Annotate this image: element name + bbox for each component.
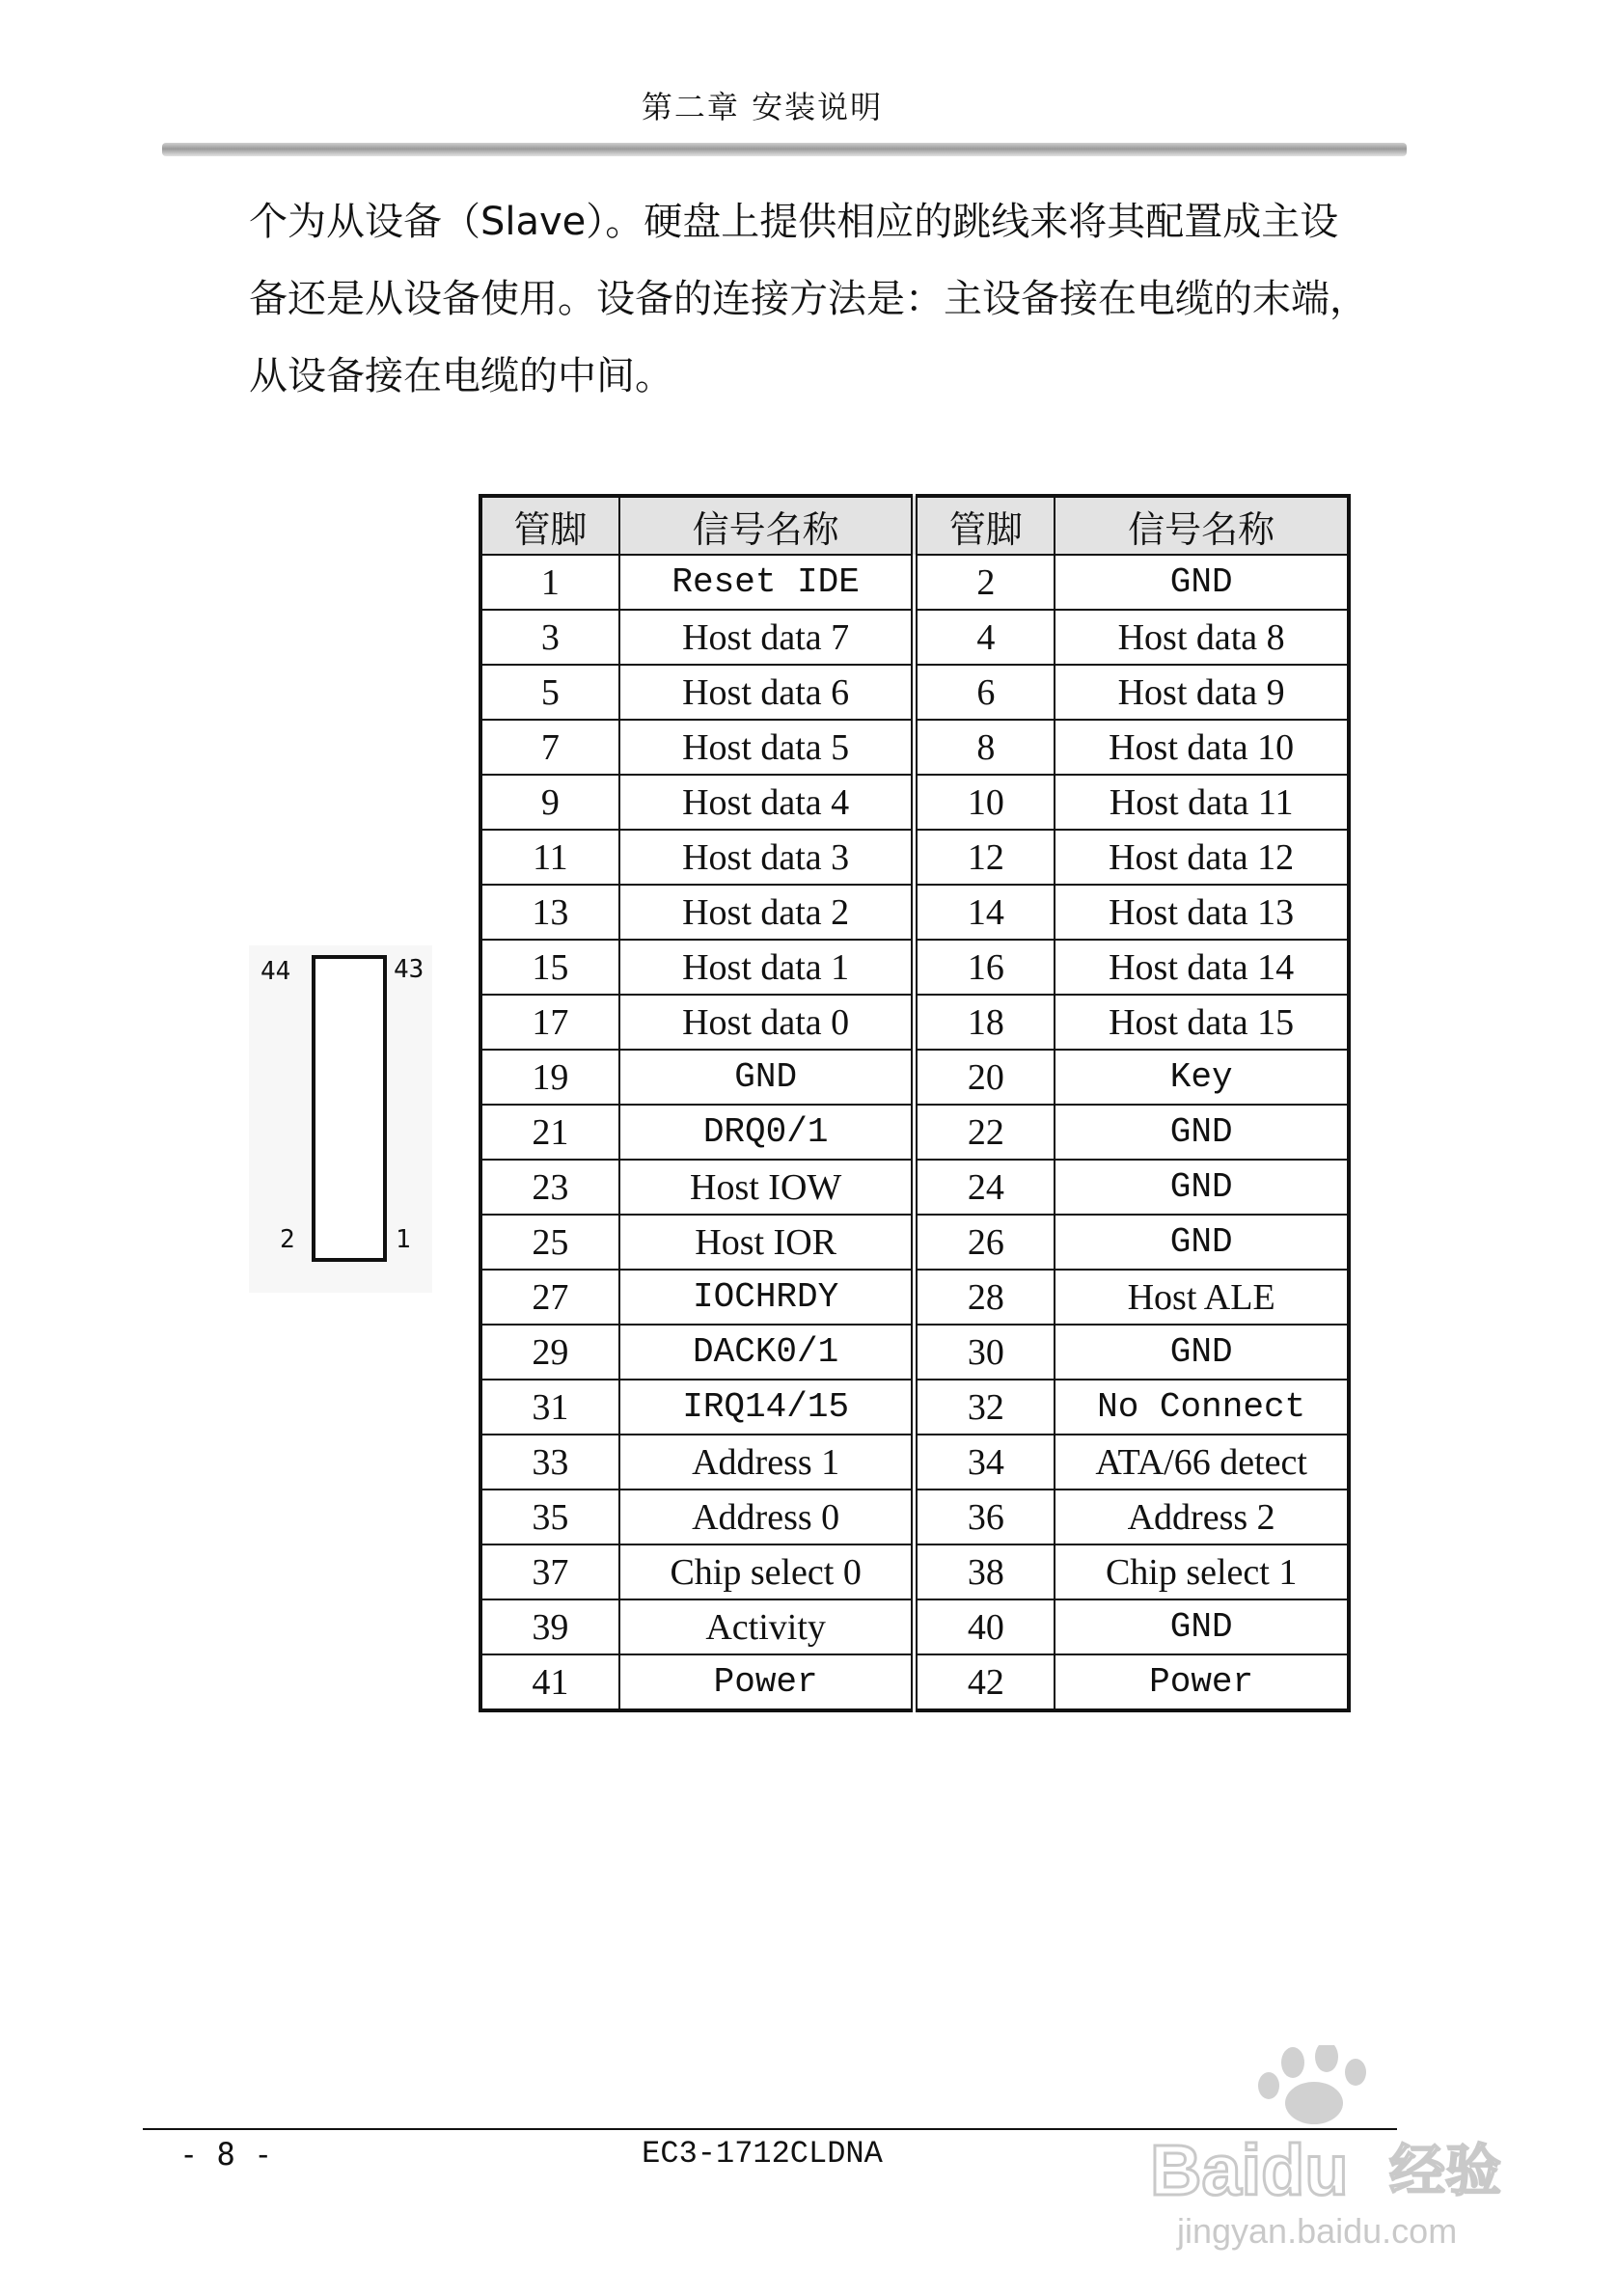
- signal-name-cell: Activity: [619, 1599, 915, 1654]
- header-pin: 管脚: [480, 496, 619, 555]
- pin-number-cell: 25: [480, 1215, 619, 1270]
- pin-number-cell: 42: [915, 1654, 1055, 1710]
- table-row: [480, 995, 1349, 1050]
- pin-number-cell: 24: [915, 1160, 1055, 1215]
- table-row: [480, 1544, 1349, 1599]
- pin-number-cell: 35: [480, 1490, 619, 1544]
- pin-number-cell: 1: [480, 555, 619, 610]
- pin-number-cell: 9: [480, 775, 619, 830]
- body-line: 备还是从设备使用。设备的连接方法是：主设备接在电缆的末端，: [249, 277, 1368, 321]
- pin-number-cell: 28: [915, 1270, 1055, 1325]
- table-row: [480, 1105, 1349, 1160]
- chapter-header: 第二章 安装说明: [641, 89, 884, 125]
- watermark-url: jingyan.baidu.com: [1177, 2211, 1458, 2251]
- pin-number-cell: 33: [480, 1435, 619, 1490]
- table-row: [480, 720, 1349, 775]
- pin-number-cell: 14: [915, 885, 1055, 940]
- table-header-row: [480, 496, 1349, 555]
- pin-number-cell: 16: [915, 940, 1055, 995]
- pin-number-cell: 18: [915, 995, 1055, 1050]
- signal-name-cell: Host data 5: [619, 720, 915, 775]
- signal-name-cell: Reset IDE: [619, 555, 915, 610]
- pin-number-cell: 15: [480, 940, 619, 995]
- page-number: - 8 -: [179, 2136, 273, 2173]
- body-paragraph: [249, 183, 1387, 415]
- pin-label-43: 43: [394, 955, 425, 984]
- table-row: [480, 1215, 1349, 1270]
- signal-name-cell: Key: [1055, 1050, 1349, 1105]
- signal-name-cell: GND: [1055, 555, 1349, 610]
- signal-name-cell: Host data 12: [1055, 830, 1349, 885]
- pin-number-cell: 19: [480, 1050, 619, 1105]
- ide-pin-table: [479, 494, 1351, 1712]
- pin-number-cell: 41: [480, 1654, 619, 1710]
- signal-name-cell: Host data 9: [1055, 665, 1349, 720]
- body-line: 从设备接在电缆的中间。: [249, 354, 673, 398]
- signal-name-cell: Host data 13: [1055, 885, 1349, 940]
- pin-number-cell: 30: [915, 1325, 1055, 1380]
- pin-number-cell: 11: [480, 830, 619, 885]
- pin-number-cell: 4: [915, 610, 1055, 665]
- document-id: EC3-1712CLDNA: [642, 2136, 883, 2172]
- signal-name-cell: ATA/66 detect: [1055, 1435, 1349, 1490]
- table-row: [480, 610, 1349, 665]
- signal-name-cell: Host data 3: [619, 830, 915, 885]
- pin-number-cell: 39: [480, 1599, 619, 1654]
- pin-number-cell: 6: [915, 665, 1055, 720]
- table-row: [480, 555, 1349, 610]
- signal-name-cell: Host IOR: [619, 1215, 915, 1270]
- pin-label-44: 44: [260, 957, 291, 986]
- signal-name-cell: Host data 0: [619, 995, 915, 1050]
- signal-name-cell: Host data 1: [619, 940, 915, 995]
- table-row: [480, 1380, 1349, 1435]
- ide-connector-diagram: [249, 945, 432, 1293]
- signal-name-cell: GND: [1055, 1599, 1349, 1654]
- table-body: [480, 555, 1349, 1710]
- signal-name-cell: GND: [1055, 1325, 1349, 1380]
- pin-number-cell: 27: [480, 1270, 619, 1325]
- table-row: [480, 1435, 1349, 1490]
- signal-name-cell: Host IOW: [619, 1160, 915, 1215]
- baidu-watermark: [1148, 2045, 1553, 2257]
- signal-name-cell: Power: [619, 1654, 915, 1710]
- signal-name-cell: Host data 10: [1055, 720, 1349, 775]
- table-row: [480, 1599, 1349, 1654]
- pin-number-cell: 3: [480, 610, 619, 665]
- table-row: [480, 665, 1349, 720]
- pin-number-cell: 5: [480, 665, 619, 720]
- pin-number-cell: 2: [915, 555, 1055, 610]
- table-row: [480, 885, 1349, 940]
- signal-name-cell: DRQ0/1: [619, 1105, 915, 1160]
- signal-name-cell: Host data 11: [1055, 775, 1349, 830]
- pin-number-cell: 37: [480, 1544, 619, 1599]
- table-row: [480, 1654, 1349, 1710]
- connector-body: [312, 955, 387, 1262]
- pin-number-cell: 36: [915, 1490, 1055, 1544]
- signal-name-cell: IOCHRDY: [619, 1270, 915, 1325]
- pin-number-cell: 21: [480, 1105, 619, 1160]
- table-row: [480, 1490, 1349, 1544]
- signal-name-cell: Host data 7: [619, 610, 915, 665]
- signal-name-cell: Host data 15: [1055, 995, 1349, 1050]
- pin-number-cell: 38: [915, 1544, 1055, 1599]
- pin-number-cell: 32: [915, 1380, 1055, 1435]
- pin-number-cell: 7: [480, 720, 619, 775]
- signal-name-cell: GND: [1055, 1160, 1349, 1215]
- table-row: [480, 1160, 1349, 1215]
- signal-name-cell: DACK0/1: [619, 1325, 915, 1380]
- signal-name-cell: No Connect: [1055, 1380, 1349, 1435]
- paw-icon: [1258, 2045, 1366, 2124]
- header-pin: 管脚: [915, 496, 1055, 555]
- pin-label-2: 2: [280, 1225, 295, 1254]
- pin-number-cell: 17: [480, 995, 619, 1050]
- signal-name-cell: Address 1: [619, 1435, 915, 1490]
- table-row: [480, 830, 1349, 885]
- pin-number-cell: 13: [480, 885, 619, 940]
- pin-number-cell: 23: [480, 1160, 619, 1215]
- table-row: [480, 1325, 1349, 1380]
- signal-name-cell: Chip select 0: [619, 1544, 915, 1599]
- pin-label-1: 1: [396, 1225, 411, 1254]
- signal-name-cell: Address 2: [1055, 1490, 1349, 1544]
- pin-number-cell: 22: [915, 1105, 1055, 1160]
- pin-number-cell: 12: [915, 830, 1055, 885]
- header-signal: 信号名称: [1055, 496, 1349, 555]
- signal-name-cell: Host ALE: [1055, 1270, 1349, 1325]
- body-line: 个为从设备（Slave）。硬盘上提供相应的跳线来将其配置成主设: [249, 200, 1339, 244]
- pin-number-cell: 31: [480, 1380, 619, 1435]
- pin-number-cell: 20: [915, 1050, 1055, 1105]
- pin-number-cell: 29: [480, 1325, 619, 1380]
- pin-number-cell: 8: [915, 720, 1055, 775]
- signal-name-cell: GND: [1055, 1215, 1349, 1270]
- signal-name-cell: GND: [619, 1050, 915, 1105]
- header-signal: 信号名称: [619, 496, 915, 555]
- signal-name-cell: Host data 14: [1055, 940, 1349, 995]
- watermark-brand: Baidu: [1150, 2130, 1349, 2210]
- pin-number-cell: 34: [915, 1435, 1055, 1490]
- table-row: [480, 775, 1349, 830]
- header-rule: [162, 143, 1407, 156]
- watermark-suffix: 经验: [1389, 2138, 1502, 2203]
- pin-number-cell: 26: [915, 1215, 1055, 1270]
- table-row: [480, 940, 1349, 995]
- signal-name-cell: Power: [1055, 1654, 1349, 1710]
- signal-name-cell: Host data 4: [619, 775, 915, 830]
- signal-name-cell: GND: [1055, 1105, 1349, 1160]
- pin-number-cell: 10: [915, 775, 1055, 830]
- signal-name-cell: Host data 6: [619, 665, 915, 720]
- signal-name-cell: IRQ14/15: [619, 1380, 915, 1435]
- table-row: [480, 1050, 1349, 1105]
- signal-name-cell: Chip select 1: [1055, 1544, 1349, 1599]
- signal-name-cell: Host data 8: [1055, 610, 1349, 665]
- signal-name-cell: Host data 2: [619, 885, 915, 940]
- signal-name-cell: Address 0: [619, 1490, 915, 1544]
- table-row: [480, 1270, 1349, 1325]
- pin-number-cell: 40: [915, 1599, 1055, 1654]
